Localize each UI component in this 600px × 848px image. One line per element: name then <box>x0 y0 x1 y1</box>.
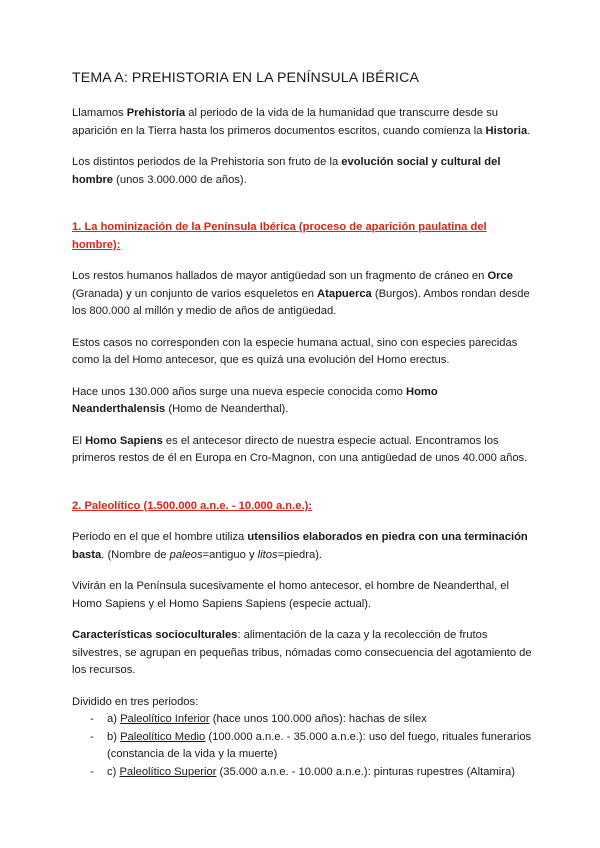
text: es el antecesor directo de nuestra especie actual. Encontramos los primeros restos de él en Europa en Cro-Magnon, con una antigüedad de unos 40.000 años. <box>72 434 528 464</box>
section-1-paragraph-1 <box>72 268 532 321</box>
section-2-paragraph-4: Dividido en tres periodos: <box>72 695 199 708</box>
section-1-paragraph-2: Estos casos no corresponden con la especie humana actual, sino con especies parecidas como la del Homo antecesor, que es quizá una evolución del Homo erectus. <box>72 336 518 366</box>
bold-term: Homo Neanderthalensis <box>72 385 438 415</box>
text: (Granada) y un conjunto de varios esqueletos en <box>72 287 318 300</box>
document-page <box>72 68 532 781</box>
text: b) <box>107 730 121 743</box>
section-2-paragraph-2: Vivirán en la Península sucesivamente el homo antecesor, el hombre de Neanderthal, el Homo Sapiens y el Homo Sapiens Sapiens (especie actual). <box>72 580 509 610</box>
underlined-term: Paleolítico Superior <box>119 765 217 778</box>
bold-term: Orce <box>487 270 513 282</box>
list-dash: - <box>90 713 94 725</box>
text: (unos 3.000.000 de años). <box>113 173 247 186</box>
bold-term: Homo Sapiens <box>85 434 163 447</box>
bold-term: Características socioculturales <box>72 629 238 641</box>
text: Los distintos periodos de la Prehistoria son fruto de la <box>72 156 342 168</box>
list-item <box>72 729 532 764</box>
periods-list <box>72 711 532 781</box>
section-1-heading: 1. La hominización de la Península Ibérica (proceso de aparición paulatina del hombre): <box>72 221 487 251</box>
list-item <box>72 711 532 729</box>
text: Hace unos 130.000 años surge una nueva especie conocida como <box>72 385 406 398</box>
text: Llamamos <box>72 107 127 119</box>
text: Periodo en el que el hombre utiliza <box>72 531 248 543</box>
intro-paragraph-1 <box>72 105 532 140</box>
text: . <box>527 124 531 137</box>
list-item <box>72 764 532 782</box>
text: . (Nombre de <box>101 548 170 561</box>
bold-term: Historia <box>485 124 528 137</box>
text: c) <box>107 765 120 778</box>
text: a) <box>107 713 121 725</box>
underlined-term: Paleolítico Medio <box>120 730 206 743</box>
text: =antiguo y <box>202 548 258 561</box>
text: (35.000 a.n.e. - 10.000 a.n.e.): pinturas rupestres (Altamira) <box>216 765 515 778</box>
text: (hace unos 100.000 años): hachas de sílex <box>209 713 427 725</box>
text: El <box>72 434 86 447</box>
text: : alimentación de la caza y la recolección de frutos silvestres, se agrupan en pequeñas tribus, nómadas como consecuencia del agotamiento de los recursos. <box>72 629 532 676</box>
list-dash: - <box>90 765 94 778</box>
underlined-term: Paleolítico Inferior <box>120 713 210 725</box>
text: al periodo de la vida de la humanidad que transcurre desde su aparición en la Tierra hasta los primeros documentos escritos, cuando comienza la <box>72 107 499 137</box>
list-dash: - <box>90 730 94 743</box>
document-title: TEMA A: PREHISTORIA EN LA PENÍNSULA IBÉRICA <box>72 70 420 86</box>
text: Los restos humanos hallados de mayor antigüedad son un fragmento de cráneo en <box>72 270 488 282</box>
italic-term: paleos <box>169 548 203 561</box>
italic-term: litos <box>257 548 278 561</box>
section-1-paragraph-3 <box>72 384 532 419</box>
bold-term: Atapuerca <box>317 287 372 300</box>
section-1-paragraph-4 <box>72 433 532 468</box>
text: (Burgos). Ambos rondan desde los 800.000 al millón y medio de años de antigüedad. <box>72 287 530 317</box>
bold-term: Prehistoria <box>126 107 186 119</box>
bold-term: evolución social y cultural del hombre <box>72 156 501 186</box>
section-2-paragraph-3 <box>72 627 532 680</box>
bold-term: utensilios elaborados en piedra con una terminación basta <box>72 531 528 561</box>
text: (Homo de Neanderthal). <box>165 403 289 415</box>
section-2-heading: 2. Paleolítico (1.500.000 a.n.e. - 10.000 a.n.e.): <box>72 499 313 512</box>
intro-paragraph-2 <box>72 154 532 189</box>
text: =piedra). <box>277 548 323 561</box>
text: (100.000 a.n.e. - 35.000 a.n.e.): uso del fuego, rituales funerarios (constancia de la vida y la muerte) <box>107 730 532 760</box>
section-2-paragraph-1 <box>72 529 532 564</box>
